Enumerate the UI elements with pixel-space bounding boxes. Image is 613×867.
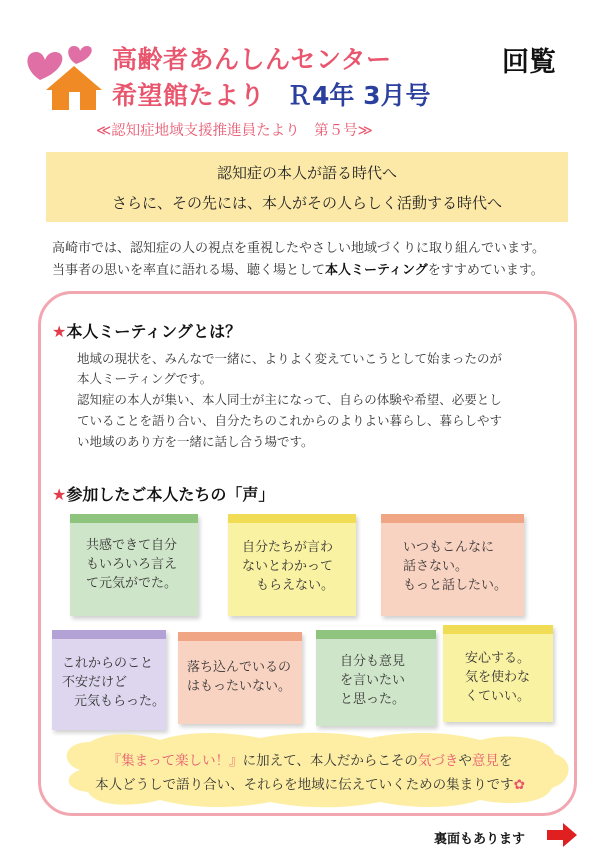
section-heading-meeting — [52, 319, 241, 342]
sticky-note-1 — [70, 514, 198, 616]
note-line: 不安だけど — [62, 675, 128, 690]
note-tape — [443, 625, 553, 634]
note-line: て元気がでた。 — [86, 576, 178, 591]
heart-icon — [68, 46, 92, 64]
description-line: い地域のあり方を一緒に話し合う場です。 — [77, 434, 314, 449]
closing-text: を — [498, 753, 513, 769]
star-icon: ★ — [52, 485, 67, 504]
section-heading-voices — [52, 482, 274, 505]
note-line: 気を使わな — [465, 670, 531, 685]
note-line: 自分も意見 — [340, 654, 406, 669]
flower-icon: ✿ — [513, 777, 525, 793]
note-tape — [178, 632, 302, 641]
intro-text: 当事者の思いを率直に語れる場、聴く場として — [52, 263, 326, 278]
note-line: くていい。 — [465, 689, 531, 704]
note-line: 安心する。 — [465, 651, 531, 666]
note-line: 落ち込んでいるの — [187, 660, 292, 675]
sticky-note-3 — [381, 514, 524, 616]
description-line: 認知症の本人が集い、本人同士が主になって、自らの体験や希望、必要とし — [77, 392, 502, 407]
closing-text: に加えて、本人だからこその — [242, 753, 418, 769]
closing-text: や — [458, 753, 472, 769]
banner-line2: さらに、その先には、本人がその人らしく活動する時代へ — [111, 194, 502, 212]
banner-line1: 認知症の本人が語る時代へ — [216, 164, 397, 182]
closing-keyword-iken: 意見 — [471, 753, 499, 769]
note-line: 自分たちが言わ — [242, 540, 334, 555]
closing-line2 — [40, 773, 580, 793]
heading-text: 参加したご本人たちの「声」 — [66, 485, 275, 504]
description-line: ていることを語り合い、自分たちのこれからのよりよい暮らし、暮らしやす — [77, 413, 503, 428]
issue-date: Ｒ4年 3月号 — [287, 81, 431, 110]
sticky-note-6 — [316, 630, 436, 726]
arrow-right-icon — [547, 823, 577, 847]
note-line: もらえない。 — [256, 578, 335, 593]
star-icon: ★ — [52, 322, 67, 341]
intro-line2 — [52, 259, 544, 278]
note-line: 元気もらった。 — [74, 694, 166, 709]
note-line: もっと話したい。 — [403, 578, 508, 593]
circulation-label: 回覧 — [502, 47, 556, 78]
heading-text: 本人ミーティングとは？ — [66, 322, 242, 341]
intro-line1: 高崎市では、認知症の人の視点を重視したやさしい地域づくりに取り組んでいます。 — [52, 241, 545, 256]
theme-banner — [46, 152, 568, 222]
closing-line1 — [40, 749, 580, 769]
note-line: を言いたい — [340, 673, 406, 688]
note-tape — [70, 514, 198, 523]
note-tape — [381, 514, 524, 523]
note-tape — [316, 630, 436, 639]
newsletter-name: 希望館たより — [112, 81, 266, 110]
note-tape — [228, 514, 356, 523]
description-line: 本人ミーティングです。 — [77, 371, 213, 386]
sticky-note-2 — [228, 514, 356, 616]
description-line: 地域の現状を、みんなで一緒に、よりよく変えていこうとして始まったのが — [77, 351, 503, 366]
note-line: もいろいろ言え — [86, 557, 178, 572]
note-tape — [52, 630, 166, 639]
note-line: ないとわかって — [242, 559, 334, 574]
closing-text: 本人どうしで語り合い、それらを地域に伝えていくための集まりです — [95, 777, 514, 793]
newsletter-subtitle: ≪認知症地域支援推進員たより 第５号≫ — [96, 123, 373, 139]
note-line: いつもこんなに — [403, 540, 495, 555]
heart-icon — [27, 52, 62, 80]
note-line: 共感できて自分 — [86, 538, 178, 553]
note-line: と思った。 — [340, 692, 406, 707]
heart-house-logo-icon — [22, 40, 112, 115]
note-line: はもったいない。 — [187, 679, 292, 694]
intro-text-end: をすすめています。 — [427, 263, 544, 278]
note-line: 話さない。 — [403, 559, 469, 574]
note-line: これからのこと — [62, 656, 154, 671]
closing-cloud-shape — [40, 730, 580, 808]
sticky-note-5 — [178, 632, 302, 724]
back-page-notice: 裏面もあります — [434, 832, 526, 847]
sticky-note-7 — [443, 625, 553, 722]
closing-quote: 『集まって楽しい！』 — [107, 753, 243, 769]
center-name: 高齢者あんしんセンター — [112, 45, 392, 74]
closing-keyword-kizuki: 気づき — [417, 753, 459, 769]
intro-bold: 本人ミーティング — [325, 263, 428, 278]
sticky-note-4 — [52, 630, 166, 730]
